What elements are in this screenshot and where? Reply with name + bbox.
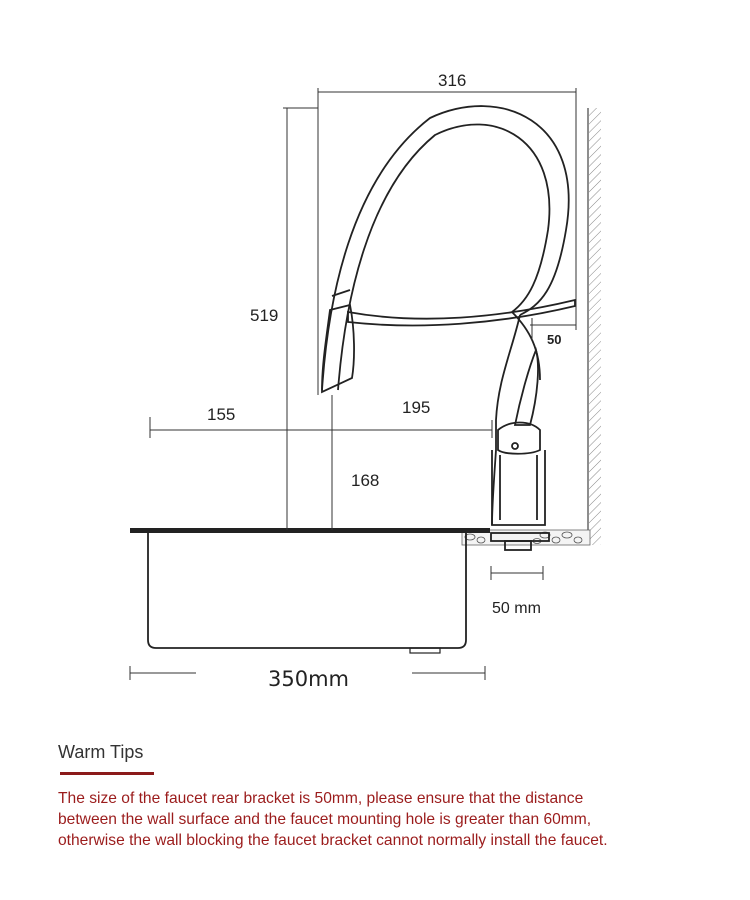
warm-tips-underline [60, 772, 154, 775]
sink [130, 528, 490, 653]
dim-top-width: 316 [438, 71, 467, 90]
dimension-lines [130, 88, 576, 680]
dim-spout-height: 168 [351, 471, 380, 490]
dim-height: 519 [250, 306, 279, 325]
dim-right-offset: 195 [402, 398, 431, 417]
dim-bracket: 50 [547, 332, 562, 347]
dim-left-offset: 155 [207, 405, 236, 424]
wall [588, 108, 601, 545]
dim-base: 50 mm [492, 600, 541, 617]
tips-line: otherwise the wall blocking the faucet bracket cannot normally install the faucet. [58, 832, 608, 849]
tips-line: between the wall surface and the faucet mounting hole is greater than 60mm, [58, 811, 592, 828]
tips-line: The size of the faucet rear bracket is 50mm, please ensure that the distance [58, 790, 584, 807]
dim-sink-width: 350mm [268, 667, 349, 691]
warm-tips-title: Warm Tips [58, 742, 144, 762]
warm-tips-body [58, 788, 708, 851]
